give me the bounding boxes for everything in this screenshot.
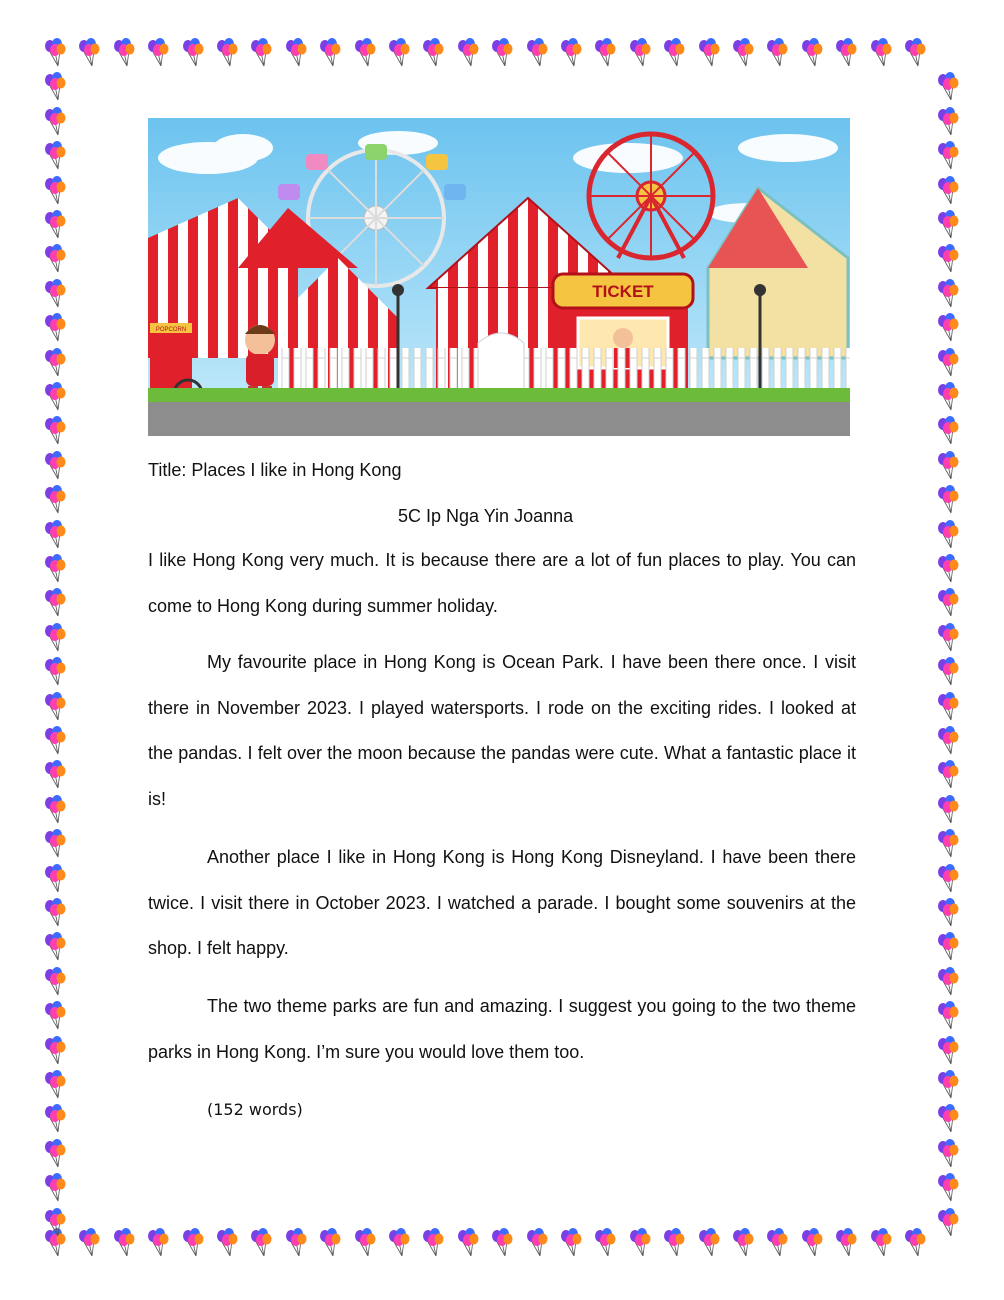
word-count: (152 words) [207,1100,303,1119]
fence [278,348,850,390]
balloon-icon [42,1070,68,1100]
balloon-icon [42,588,68,618]
carnival-scene [148,118,850,436]
balloon-icon [42,520,68,550]
balloon-icon [935,485,961,515]
balloon-icon [42,829,68,859]
balloon-icon [730,1228,756,1258]
balloon-icon [730,38,756,68]
balloon-icon [42,623,68,653]
balloon-icon [661,1228,687,1258]
balloon-icon [935,141,961,171]
balloon-icon [868,1228,894,1258]
balloon-icon [935,692,961,722]
balloon-icon [799,1228,825,1258]
balloon-icon [935,520,961,550]
balloon-icon [558,1228,584,1258]
balloon-icon [76,1228,102,1258]
balloon-icon [935,72,961,102]
balloon-icon [42,348,68,378]
balloon-icon [627,38,653,68]
balloon-icon [42,967,68,997]
balloon-icon [524,1228,550,1258]
balloon-icon [352,1228,378,1258]
balloon-icon [420,1228,446,1258]
balloon-icon [317,1228,343,1258]
balloon-icon [935,279,961,309]
balloon-icon [935,554,961,584]
balloon-icon [42,795,68,825]
balloon-icon [145,1228,171,1258]
balloon-icon [935,107,961,137]
balloon-icon [696,1228,722,1258]
balloon-icon [283,38,309,68]
balloon-icon [935,244,961,274]
balloon-icon [935,1036,961,1066]
balloon-icon [627,1228,653,1258]
balloon-icon [935,382,961,412]
balloon-icon [935,967,961,997]
balloon-icon [42,1104,68,1134]
balloon-icon [935,1139,961,1169]
balloon-icon [661,38,687,68]
balloon-icon [592,1228,618,1258]
balloon-icon [696,38,722,68]
balloon-icon [42,107,68,137]
balloon-icon [489,1228,515,1258]
balloon-icon [42,38,68,68]
balloon-icon [868,38,894,68]
paragraph-3: Another place I like in Hong Kong is Hong Kong Disneyland. I have been there twice. I visit there in October 2023. I watched a parade. I bought some souvenirs at the shop. I felt happy. [148,847,856,958]
road [148,402,850,436]
balloon-icon [283,1228,309,1258]
balloon-icon [42,1001,68,1031]
balloon-icon [180,1228,206,1258]
balloon-icon [248,38,274,68]
balloon-icon [352,38,378,68]
balloon-icon [935,1070,961,1100]
ferris-wheel-right [589,134,713,258]
balloon-icon [42,244,68,274]
balloon-icon [42,416,68,446]
balloon-icon [935,1173,961,1203]
balloon-icon [935,1208,961,1238]
balloon-icon [455,38,481,68]
balloon-icon [386,38,412,68]
balloon-icon [42,726,68,756]
balloon-icon [935,313,961,343]
balloon-icon [935,1104,961,1134]
balloon-icon [317,38,343,68]
balloon-icon [76,38,102,68]
balloon-icon [935,623,961,653]
balloon-icon [214,1228,240,1258]
balloon-icon [145,38,171,68]
balloon-icon [42,176,68,206]
balloon-icon [935,760,961,790]
balloon-icon [42,313,68,343]
balloon-icon [764,1228,790,1258]
balloon-icon [180,38,206,68]
balloon-icon [386,1228,412,1258]
balloon-icon [935,898,961,928]
balloon-icon [42,141,68,171]
balloon-icon [42,279,68,309]
balloon-icon [42,864,68,894]
balloon-icon [935,864,961,894]
balloon-icon [935,932,961,962]
author-line: 5C Ip Nga Yin Joanna [398,506,574,526]
balloon-icon [42,1139,68,1169]
document-title: Title: Places I like in Hong Kong [148,460,402,480]
balloon-icon [420,38,446,68]
balloon-icon [248,1228,274,1258]
balloon-icon [935,348,961,378]
balloon-icon [42,1036,68,1066]
gate [478,333,524,390]
paragraph-4: The two theme parks are fun and amazing. I suggest you going to the two theme parks in Hong Kong. I’m sure you would love them too. [148,996,856,1062]
balloon-icon [833,1228,859,1258]
paragraph-2: My favourite place in Hong Kong is Ocean Park. I have been there once. I visit there in November 2023. I played watersports. I rode on the exciting rides. I looked at the pandas. I felt over the moon because the pandas were cute. What a fantastic place it is! [148,652,856,809]
ticket-sign: TICKET [592,282,654,301]
balloon-icon [935,451,961,481]
balloon-icon [42,657,68,687]
paragraph-1: I like Hong Kong very much. It is because there are a lot of fun places to play. You can come to Hong Kong during summer holiday. [148,550,856,616]
balloon-icon [42,692,68,722]
balloon-icon [935,1001,961,1031]
balloon-icon [764,38,790,68]
balloon-icon [42,932,68,962]
balloon-icon [42,382,68,412]
balloon-icon [935,829,961,859]
balloon-icon [935,588,961,618]
balloon-icon [935,657,961,687]
grass [148,388,850,402]
balloon-icon [935,416,961,446]
balloon-icon [558,38,584,68]
balloon-icon [111,38,137,68]
popcorn-sign: POPCORN [155,327,187,333]
balloon-icon [42,210,68,240]
balloon-icon [455,1228,481,1258]
balloon-icon [42,1173,68,1203]
balloon-icon [935,210,961,240]
balloon-icon [935,726,961,756]
carnival-illustration [148,118,850,436]
balloon-icon [592,38,618,68]
balloon-icon [42,898,68,928]
balloon-icon [111,1228,137,1258]
balloon-icon [42,451,68,481]
balloon-icon [799,38,825,68]
balloon-icon [42,760,68,790]
balloon-icon [524,38,550,68]
balloon-icon [833,38,859,68]
balloon-icon [902,38,928,68]
balloon-icon [489,38,515,68]
balloon-icon [42,1208,68,1238]
balloon-icon [935,795,961,825]
balloon-icon [42,485,68,515]
balloon-icon [935,176,961,206]
balloon-icon [42,72,68,102]
balloon-icon [214,38,240,68]
balloon-icon [42,554,68,584]
balloon-icon [902,1228,928,1258]
